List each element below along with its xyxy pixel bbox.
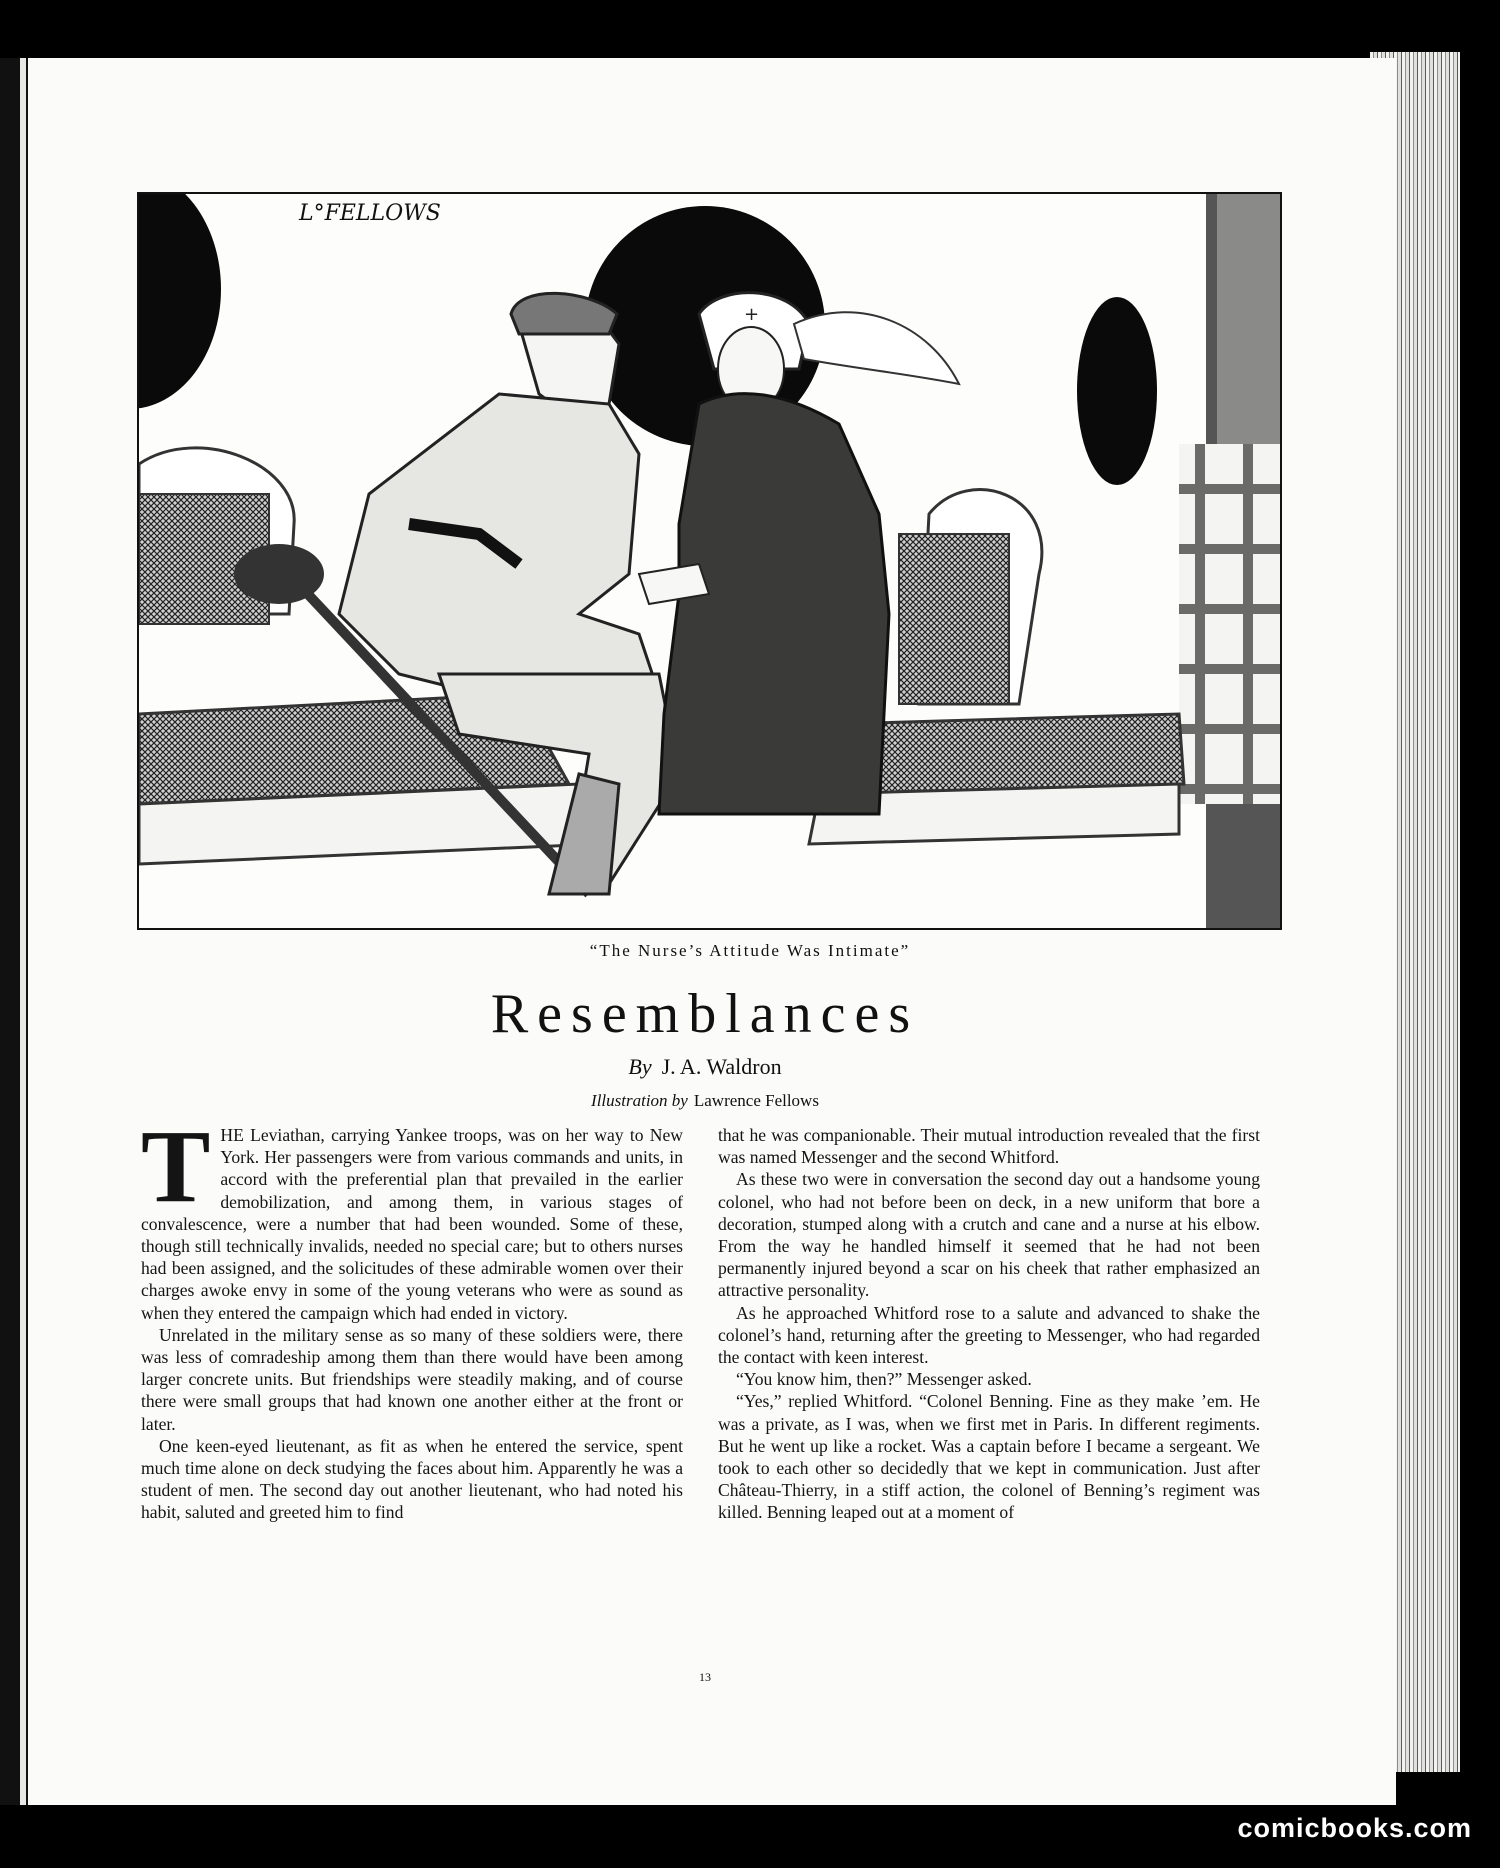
artist-signature: L°FELLOWS xyxy=(299,201,441,226)
watermark: comicbooks.com xyxy=(1237,1813,1472,1843)
drop-cap: T xyxy=(141,1109,211,1224)
article-column-left xyxy=(141,1109,683,1524)
page-number: 13 xyxy=(699,1670,711,1684)
svg-text:+: + xyxy=(744,304,760,325)
paragraph: As he approached Whitford rose to a salute and advanced to shake the colonel’s hand, returning after the greeting to Messenger, who had regarded the contact with keen interest. xyxy=(718,1302,1260,1368)
paragraph: Unrelated in the military sense as so many of these soldiers were, there was less of comradeship among them than there would have been among larger concrete units. But friendships were steadily making, and of course there were small groups that had known one another either at the front or later. xyxy=(141,1324,683,1434)
byline-prefix: By xyxy=(628,1054,652,1079)
paragraph: One keen-eyed lieutenant, as fit as when he entered the service, spent much time alone on deck studying the faces about him. Apparently he was a student of men. The second day out another lieutenant, who had noted his habit, saluted and greeted him to find xyxy=(141,1435,683,1523)
byline xyxy=(0,1054,1410,1080)
paragraph: “Yes,” replied Whitford. “Colonel Benning. Fine as they make ’em. He was a private, as I was, when we first met in Paris. In different regiments. But he went up like a rocket. Was a captain before I became a sergeant. We took to each other so decidedly that we kept in communication. Just after Château-Thierry, in a stiff action, the colonel of Benning’s regiment was killed. Benning leaped out at a moment of xyxy=(718,1391,1260,1523)
left-page-edge xyxy=(0,58,28,1805)
ship-railings xyxy=(1179,444,1280,804)
paragraph: that he was companionable. Their mutual introduction revealed that the first was named Messenger and the second Whitford. xyxy=(718,1125,1260,1168)
illustration-credit xyxy=(0,1091,1410,1111)
credit-prefix: Illustration by xyxy=(591,1091,688,1110)
paragraph: “You know him, then?” Messenger asked. xyxy=(736,1369,1032,1390)
porthole-right xyxy=(1077,297,1157,485)
article-title: Resemblances xyxy=(490,983,920,1045)
paragraph: As these two were in conversation the second day out a handsome young colonel, who had not before been on deck, in a new uniform that bore a decoration, stumped along with a crutch and cane and a nurse at his elbow. From the way he handled himself it seemed that he had not been permanently injured beyond a scar on his cheek that rather emphasized an attractive personality. xyxy=(718,1169,1260,1301)
article-column-right xyxy=(718,1124,1260,1524)
porthole-left xyxy=(139,194,221,409)
author-name: J. A. Waldron xyxy=(661,1054,782,1079)
artist-name: Lawrence Fellows xyxy=(693,1091,819,1110)
illustration xyxy=(137,192,1282,930)
illustration-caption: “The Nurse’s Attitude Was Intimate” xyxy=(589,941,911,960)
paragraph: HE Leviathan, carrying Yankee troops, was on her way to New York. Her passengers were from various commands and units, in accord with the preferential plan that prevailed in the earlier demobilization, and among them, in various stages of convalescence, were a number that had been wounded. Some of these, though still technically invalids, needed no special care; but to others nurses had been assigned, and the solicitudes of these admirable women over their charges awoke envy in some of the young veterans who were as sound as when they entered the campaign which had ended in victory. xyxy=(141,1125,683,1323)
